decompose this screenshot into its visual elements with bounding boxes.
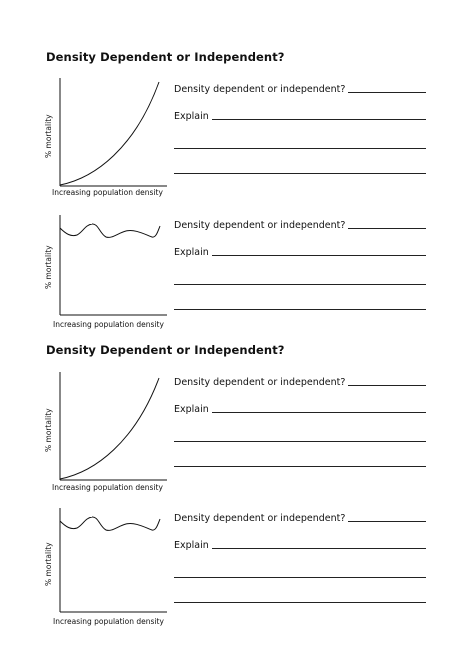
explain-label: Explain (174, 111, 209, 122)
answer-line[interactable] (174, 602, 426, 603)
mortality-curve (60, 82, 159, 185)
answer-line[interactable] (212, 119, 426, 120)
explain-label: Explain (174, 247, 209, 258)
graph-flat-wavy (40, 508, 175, 633)
answer-line[interactable] (212, 548, 426, 549)
graph-exponential (40, 372, 175, 497)
answer-line[interactable] (348, 228, 426, 229)
answer-line[interactable] (174, 173, 426, 174)
y-axis-label: % mortality (44, 114, 53, 158)
answer-line[interactable] (174, 148, 426, 149)
dependence-question (174, 84, 426, 95)
question-text: Density dependent or independent? (174, 220, 346, 231)
explain-row (174, 247, 426, 258)
graph-axes (40, 78, 175, 203)
y-axis-label: % mortality (44, 408, 53, 452)
section-title: Density Dependent or Independent? (46, 50, 285, 64)
mortality-curve (60, 517, 160, 530)
question-block (174, 84, 426, 184)
section-title: Density Dependent or Independent? (46, 343, 285, 357)
dependence-question (174, 513, 426, 524)
question-block (174, 220, 426, 320)
explain-label: Explain (174, 540, 209, 551)
x-axis-label: Increasing population density (53, 320, 164, 329)
answer-line[interactable] (212, 255, 426, 256)
answer-line[interactable] (174, 309, 426, 310)
explain-row (174, 540, 426, 551)
graph-exponential (40, 78, 175, 203)
question-text: Density dependent or independent? (174, 84, 346, 95)
x-axis-label: Increasing population density (52, 483, 163, 492)
graph-flat-wavy (40, 215, 175, 340)
answer-line[interactable] (174, 284, 426, 285)
y-axis-label: % mortality (44, 542, 53, 586)
answer-line[interactable] (348, 521, 426, 522)
answer-line[interactable] (174, 466, 426, 467)
question-text: Density dependent or independent? (174, 377, 346, 388)
question-block (174, 513, 426, 613)
dependence-question (174, 377, 426, 388)
explain-label: Explain (174, 404, 209, 415)
answer-line[interactable] (212, 412, 426, 413)
graph-axes (40, 508, 175, 633)
answer-line[interactable] (174, 577, 426, 578)
dependence-question (174, 220, 426, 231)
question-block (174, 377, 426, 477)
answer-line[interactable] (348, 92, 426, 93)
answer-line[interactable] (174, 441, 426, 442)
explain-row (174, 111, 426, 122)
graph-axes (40, 372, 175, 497)
y-axis-label: % mortality (44, 245, 53, 289)
explain-row (174, 404, 426, 415)
question-text: Density dependent or independent? (174, 513, 346, 524)
mortality-curve (60, 224, 160, 237)
mortality-curve (60, 378, 159, 479)
x-axis-label: Increasing population density (52, 188, 163, 197)
answer-line[interactable] (348, 385, 426, 386)
x-axis-label: Increasing population density (53, 617, 164, 626)
